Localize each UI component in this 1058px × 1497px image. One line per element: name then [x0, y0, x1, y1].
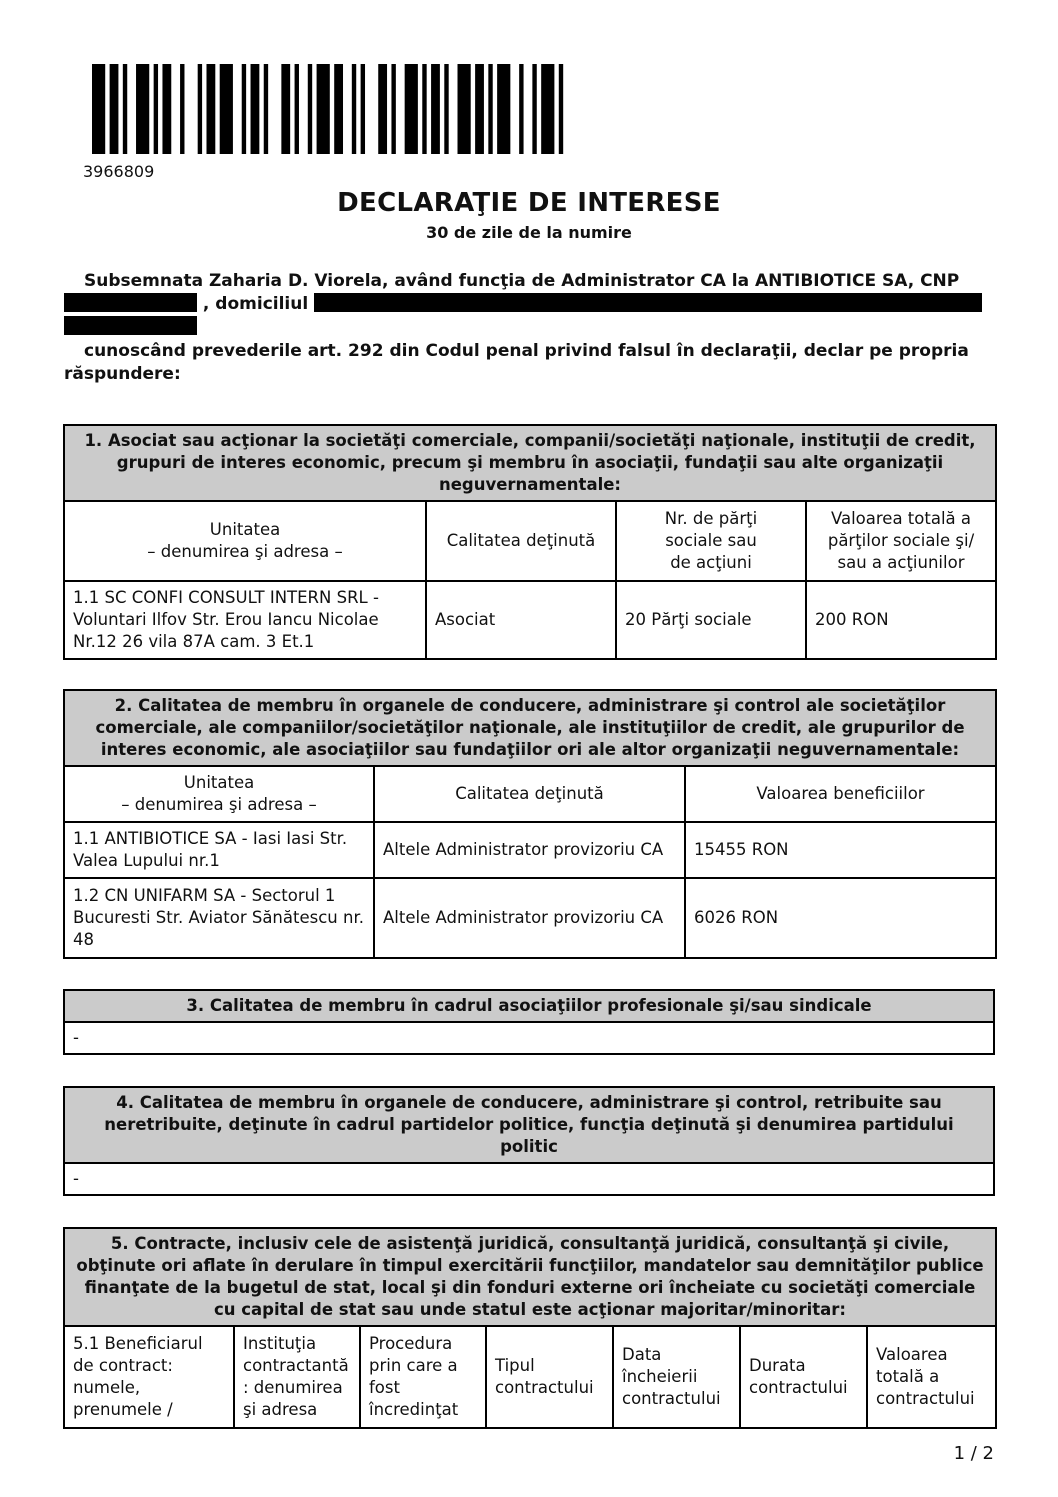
cell-calitate: Asociat	[426, 581, 616, 659]
barcode-bar	[361, 64, 365, 154]
barcode-bar	[251, 64, 260, 154]
section-1-title: 1. Asociat sau acţionar la societăţi comerciale, companii/societăţi naţionale, instituţii de credit, grupuri de interes economic, precum şi membru în asociaţii, fundaţii sau alte organizaţii neguvernamentale:	[64, 425, 996, 501]
barcode-bar	[431, 64, 440, 154]
section-2-title: 2. Calitatea de membru în organele de conducere, administrare şi control ale societăţilor comerciale, ale companiilor/societăţilor naţionale, ale instituţiilor de credit, ale grupurilor de interes economic, ale asociaţiilor sau fundaţiilor ori ale altor organizaţii neguvernamentale:	[64, 690, 996, 766]
cell-calitate: Altele Administrator provizoriu CA	[374, 822, 685, 878]
cell-calitate: Altele Administrator provizoriu CA	[374, 878, 685, 958]
cell-valoare: 15455 RON	[685, 822, 996, 878]
barcode-bar	[541, 64, 554, 154]
column-header-institutie: Instituţia contractantă : denumirea şi adresa	[234, 1326, 360, 1428]
column-header-procedura: Procedura prin care a fost încredinţat	[360, 1326, 486, 1428]
column-header-unitate: Unitatea – denumirea şi adresa –	[64, 501, 426, 581]
cell-unitate: 1.1 ANTIBIOTICE SA - Iasi Iasi Str. Valea Lupului nr.1	[64, 822, 374, 878]
barcode-bar	[110, 64, 119, 154]
barcode-bar	[422, 64, 426, 154]
document-subtitle: 30 de zile de la numire	[426, 223, 632, 242]
barcode-bar	[308, 64, 312, 154]
column-header-valoare: Valoarea totală a părţilor sociale şi/ sau a acţiunilor	[806, 501, 996, 581]
barcode-bar	[281, 64, 290, 154]
barcode-bar	[180, 64, 184, 154]
section-4-title: 4. Calitatea de membru în organele de conducere, administrare şi control, retribuite sau neretribuite, deţinute în cadrul partidelor politice, funcţia deţinută şi denumirea partidului politic	[64, 1087, 994, 1163]
column-header-calitate: Calitatea deţinută	[374, 766, 685, 822]
barcode-bar	[295, 64, 299, 154]
column-header-tip: Tipul contractului	[486, 1326, 613, 1428]
column-header-durata: Durata contractului	[740, 1326, 867, 1428]
column-header-data: Data încheierii contractului	[613, 1326, 740, 1428]
cell-nr-parti: 20 Părţi sociale	[616, 581, 806, 659]
barcode-bar	[198, 64, 202, 154]
barcode-bar	[444, 64, 448, 154]
barcode-bar	[475, 64, 484, 154]
barcode-bar	[519, 64, 523, 154]
table-row	[64, 878, 996, 958]
table-row	[64, 581, 996, 659]
barcode-bar	[405, 64, 418, 154]
barcode-bar	[206, 64, 215, 154]
barcode-bar	[123, 64, 127, 154]
barcode-bar	[162, 64, 171, 154]
column-header-calitate: Calitatea deţinută	[426, 501, 616, 581]
barcode-bar	[497, 64, 510, 154]
column-header-nr-parti: Nr. de părţi sociale sau de acţiuni	[616, 501, 806, 581]
redacted-address-continued	[64, 316, 197, 335]
section-4-value: -	[64, 1163, 994, 1195]
table-row	[64, 822, 996, 878]
cell-unitate: 1.1 SC CONFI CONSULT INTERN SRL - Voluntari Ilfov Str. Erou Iancu Nicolae Nr.12 26 vila 87A cam. 3 Et.1	[64, 581, 426, 659]
barcode-number: 3966809	[83, 162, 155, 181]
section-5-table	[63, 1227, 997, 1429]
section-3-table	[63, 989, 995, 1055]
domiciliu-label: , domiciliul	[202, 294, 309, 314]
intro-paragraph	[64, 270, 994, 339]
redacted-address	[314, 293, 982, 312]
page-number: 1 / 2	[953, 1443, 994, 1464]
column-header-valoare: Valoarea totală a contractului	[867, 1326, 996, 1428]
column-header-valoare-beneficii: Valoarea beneficiilor	[685, 766, 996, 822]
barcode	[92, 64, 572, 154]
barcode-bar	[488, 64, 492, 154]
barcode-bar	[154, 64, 158, 154]
cell-valoare: 6026 RON	[685, 878, 996, 958]
barcode-bar	[242, 64, 246, 154]
section-4-table	[63, 1086, 995, 1196]
cell-unitate: 1.2 CN UNIFARM SA - Sectorul 1 Bucuresti Str. Aviator Sănătescu nr. 48	[64, 878, 374, 958]
barcode-bar	[352, 64, 356, 154]
barcode-bar	[136, 64, 149, 154]
barcode-bar	[391, 64, 395, 154]
document-title: DECLARAŢIE DE INTERESE	[337, 188, 721, 218]
declaration-statement: cunoscând prevederile art. 292 din Codul penal privind falsul în declaraţii, declar pe propria răspundere:	[64, 341, 969, 384]
section-5-title: 5. Contracte, inclusiv cele de asistenţă juridică, consultanţă juridică, consultanţă şi civile, obţinute ori aflate în derulare în timpul exercitării funcţiilor, mandatelor sau demnităţilor publice finanţate de la bugetul de stat, local şi din fonduri externe ori încheiate cu societăţi comerciale cu capital de stat sau unde statul este acţionar majoritar/minoritar:	[64, 1228, 996, 1326]
barcode-bar	[220, 64, 233, 154]
barcode-bar	[264, 64, 268, 154]
barcode-bar	[317, 64, 330, 154]
column-header-beneficiar: 5.1 Beneficiarul de contract: numele, prenumele /	[64, 1326, 234, 1428]
redacted-cnp	[64, 293, 197, 312]
column-header-unitate: Unitatea – denumirea şi adresa –	[64, 766, 374, 822]
barcode-bar	[378, 64, 387, 154]
barcode-bar	[458, 64, 471, 154]
section-1-table	[63, 424, 997, 660]
cell-valoare: 200 RON	[806, 581, 996, 659]
barcode-bar	[532, 64, 536, 154]
section-3-value: -	[64, 1022, 994, 1054]
barcode-bar	[559, 64, 563, 154]
barcode-bar	[92, 64, 105, 154]
barcode-bar	[334, 64, 343, 154]
section-3-title: 3. Calitatea de membru în cadrul asociaţiilor profesionale şi/sau sindicale	[64, 990, 994, 1022]
section-2-table	[63, 689, 997, 959]
intro-line: Subsemnata Zaharia D. Viorela, având funcţia de Administrator CA la ANTIBIOTICE SA, CNP	[84, 271, 960, 291]
